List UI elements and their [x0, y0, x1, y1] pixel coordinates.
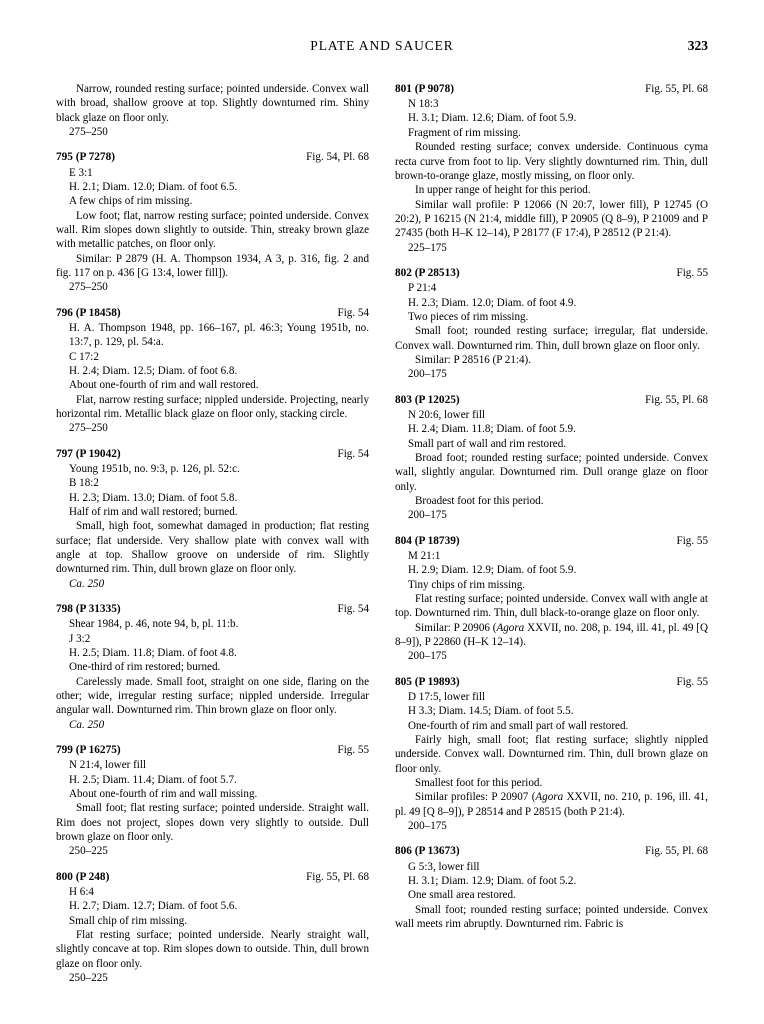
figure-reference: Fig. 55 [337, 744, 369, 757]
entry-line: A few chips of rim missing. [69, 195, 193, 208]
entry-date: 200–175 [408, 650, 447, 663]
entry-paragraph: Rounded resting surface; convex underside. Continuous cyma recta curve from foot to lip. Very slightly downturned rim. Thin, dull brown-to-orange glaze, mostly missing, on floor only. [395, 141, 708, 182]
catalog-number: 797 (P 19042) [56, 447, 121, 460]
entry-line: About one-fourth of rim and wall missing. [69, 788, 258, 800]
entry-date: 200–175 [408, 368, 447, 381]
catalog-entry-804 [395, 534, 708, 664]
catalog-entry-802 [395, 266, 708, 382]
catalog-entry-806 [395, 844, 708, 931]
entry-header [395, 393, 708, 408]
entry-line: C 17:2 [69, 350, 99, 363]
catalog-entry-800 [56, 870, 369, 986]
catalog-entry-803 [395, 393, 708, 523]
entry-date [56, 718, 369, 732]
entry-header [56, 602, 369, 617]
entry-header [395, 82, 708, 97]
entry-line: H. 2.1; Diam. 12.0; Diam. of foot 6.5. [69, 180, 238, 193]
entry-line: N 20:6, lower fill [408, 408, 486, 421]
entry-date: 225–175 [408, 241, 447, 254]
entry-paragraph: Small foot; rounded resting surface; pointed underside. Convex wall meets rim abruptly. Downturned rim. Fabric is [395, 903, 708, 930]
catalog-entry-797 [56, 447, 369, 591]
catalog-entry-796 [56, 306, 369, 436]
entry-line: H. A. Thompson 1948, pp. 166–167, pl. 46:3; Young 1951b, no. 13:7, p. 129, pl. 54:a. [69, 321, 369, 349]
entry-date: 275–250 [69, 422, 108, 435]
entry-paragraph: Flat, narrow resting surface; nippled underside. Projecting, nearly horizontal rim. Metallic black glaze on floor only, stacking circle. [56, 393, 369, 421]
entry-line: Fragment of rim missing. [408, 126, 521, 139]
catalog-entry-801 [395, 82, 708, 255]
entry-header [395, 844, 708, 859]
entry-line: Small part of wall and rim restored. [408, 437, 567, 450]
entry-paragraph: Flat resting surface; pointed underside. Nearly straight wall, slightly concave at top. Rim slopes down to outside. Thin, dull brown glaze on floor only. [56, 929, 369, 970]
entry-line: H. 3.1; Diam. 12.6; Diam. of foot 5.9. [408, 112, 577, 125]
continued-entry [56, 82, 369, 139]
entry-line: Two pieces of rim missing. [408, 310, 529, 323]
entry-header [56, 743, 369, 758]
catalog-number: 800 (P 248) [56, 870, 110, 883]
catalog-number: 804 (P 18739) [395, 534, 460, 547]
entry-date [56, 577, 369, 591]
entry-line: Tiny chips of rim missing. [408, 578, 526, 591]
entry-header [56, 870, 369, 885]
entry-line: One-third of rim restored; burned. [69, 661, 221, 674]
catalog-number: 805 (P 19893) [395, 675, 460, 688]
entry-paragraph: Similar: P 28516 (P 21:4). [415, 354, 531, 366]
entry-paragraph: Broadest foot for this period. [415, 495, 544, 507]
figure-reference: Fig. 55, Pl. 68 [645, 845, 708, 858]
catalog-number: 796 (P 18458) [56, 306, 121, 319]
left-column [56, 82, 369, 985]
entry-line: Half of rim and wall restored; burned. [69, 506, 238, 518]
figure-reference: Fig. 55 [676, 534, 708, 547]
entry-line: About one-fourth of rim and wall restored. [69, 379, 259, 392]
catalog-entry-798 [56, 602, 369, 732]
entry-paragraph: Flat resting surface; pointed underside. Convex wall with angle at top. Downturned rim. Thin, dull black-to-orange glaze on floor only. [395, 592, 708, 620]
figure-reference: Fig. 54, Pl. 68 [306, 151, 369, 164]
entry-line: H. 2.3; Diam. 12.0; Diam. of foot 4.9. [408, 296, 577, 309]
entry-date: 200–175 [408, 820, 447, 833]
entry-line: B 18:2 [69, 477, 99, 490]
entry-line: D 17:5, lower fill [408, 690, 486, 703]
entry-line: H. 2.4; Diam. 11.8; Diam. of foot 5.9. [408, 423, 576, 436]
entry-date: 250–225 [69, 972, 108, 985]
page-header [56, 38, 708, 66]
entry-line: Small chip of rim missing. [69, 914, 188, 927]
entry-line: H 3.3; Diam. 14.5; Diam. of foot 5.5. [408, 705, 574, 718]
right-column [395, 82, 708, 931]
entry-line: H. 2.7; Diam. 12.7; Diam. of foot 5.6. [69, 900, 238, 913]
entry-paragraph: Similar wall profile: P 12066 (N 20:7, lower fill), P 12745 (O 20:2), P 16215 (N 21:4, middle fill), P 20905 (Q 8–9), P 21009 and P 27435 (both H–K 12–14), P 28177 (F 17:4), P 28512 (P 21:4). [395, 198, 708, 240]
entry-paragraph: Small, high foot, somewhat damaged in production; flat resting surface; flat underside. Very shallow plate with convex wall with angle at top. Shallow groove on underside of rim. Slightly downturned rim. Thin, dull brown glaze on floor only. [56, 520, 369, 576]
catalog-number: 806 (P 13673) [395, 845, 460, 858]
entry-paragraph-similar: Similar: P 20906 (Agora XXVII, no. 208, p. 194, ill. 41, pl. 49 [Q 8–9]), P 22860 (H–K 12–14). [395, 621, 708, 648]
entry-header [56, 150, 369, 165]
entry-line: H 6:4 [69, 885, 94, 898]
catalog-number: 802 (P 28513) [395, 267, 460, 280]
entry-header [56, 447, 369, 462]
entry-date: 200–175 [408, 509, 447, 522]
entry-line: M 21:1 [408, 549, 441, 562]
entry-paragraph: Broad foot; rounded resting surface; pointed underside. Convex wall, slightly angular. Downturned rim. Dull orange glaze on floor only. [395, 451, 708, 493]
entry-paragraph: Similar: P 2879 (H. A. Thompson 1934, A 3, p. 316, fig. 2 and fig. 117 on p. 436 [G 13:4, lower fill]). [56, 252, 369, 280]
figure-reference: Fig. 54 [337, 306, 369, 319]
entry-paragraph: Smallest foot for this period. [415, 777, 543, 789]
figure-reference: Fig. 54 [337, 447, 369, 460]
catalog-number: 799 (P 16275) [56, 744, 121, 757]
entry-date-italic: Ca. 250 [69, 718, 105, 731]
catalog-entry-799 [56, 743, 369, 859]
entry-line: One-fourth of rim and small part of wall restored. [408, 719, 629, 732]
figure-reference: Fig. 55 [676, 267, 708, 280]
entry-line: H. 2.5; Diam. 11.8; Diam. of foot 4.8. [69, 647, 237, 659]
entry-line: One small area restored. [408, 889, 516, 902]
entry-line: H. 2.4; Diam. 12.5; Diam. of foot 6.8. [69, 365, 238, 377]
entry-line: E 3:1 [69, 166, 93, 179]
catalog-entry-805 [395, 675, 708, 834]
entry-date: 250–225 [69, 845, 108, 858]
catalog-number: 801 (P 9078) [395, 83, 454, 95]
catalog-number: 803 (P 12025) [395, 393, 460, 406]
entry-line: N 18:3 [408, 98, 439, 111]
entry-line: N 21:4, lower fill [69, 759, 147, 772]
entry-paragraph: Carelessly made. Small foot, straight on one side, flaring on the other; wide, irregular resting surface; nippled underside. Irregular angular wall. Downturned rim. Thin brown glaze on floor only. [56, 675, 369, 717]
page-title: PLATE AND SAUCER [310, 38, 454, 53]
continued-date: 275–250 [69, 126, 108, 139]
figure-reference: Fig. 55, Pl. 68 [645, 83, 708, 95]
entry-paragraph-similar: Similar profiles: P 20907 (Agora XXVII, no. 210, p. 196, ill. 41, pl. 49 [Q 8–9]), P 28514 and P 28515 (both P 21:4). [395, 791, 708, 818]
entry-paragraph: In upper range of height for this period. [415, 184, 591, 197]
entry-line: Young 1951b, no. 9:3, p. 126, pl. 52:c. [69, 462, 240, 475]
entry-line: G 5:3, lower fill [408, 860, 480, 873]
entry-paragraph: Small foot; rounded resting surface; irregular, flat underside. Convex wall. Downturned rim. Thin, dull brown glaze on floor only. [395, 325, 708, 352]
entry-line: H. 2.9; Diam. 12.9; Diam. of foot 5.9. [408, 564, 577, 577]
entry-line: J 3:2 [69, 632, 91, 645]
figure-reference: Fig. 55, Pl. 68 [306, 870, 369, 883]
entry-header [395, 266, 708, 281]
entry-line: H. 2.3; Diam. 13.0; Diam. of foot 5.8. [69, 491, 238, 504]
two-column-body [56, 82, 708, 985]
entry-date-italic: Ca. 250 [69, 577, 105, 590]
figure-reference: Fig. 55 [676, 675, 708, 688]
entry-header [395, 675, 708, 690]
continued-paragraph: Narrow, rounded resting surface; pointed underside. Convex wall with broad, shallow groove at top. Slightly downturned rim. Shiny black glaze on floor only. [56, 83, 369, 124]
figure-reference: Fig. 55, Pl. 68 [645, 393, 708, 406]
entry-date: 275–250 [69, 281, 108, 294]
entry-paragraph: Low foot; flat, narrow resting surface; pointed underside. Convex wall. Rim slopes down slightly to outside. Thin, streaky brown glaze with metallic patches, on floor only. [56, 209, 369, 251]
entry-line: H. 3.1; Diam. 12.9; Diam. of foot 5.2. [408, 874, 577, 887]
catalog-entry-795 [56, 150, 369, 294]
entry-line: H. 2.5; Diam. 11.4; Diam. of foot 5.7. [69, 773, 237, 786]
entry-paragraph: Small foot; flat resting surface; pointed underside. Straight wall. Rim does not project, slopes down very slightly to outside. Dull brown glaze on floor only. [56, 802, 369, 844]
catalog-number: 798 (P 31335) [56, 603, 121, 616]
page-number: 323 [687, 38, 708, 53]
figure-reference: Fig. 54 [337, 603, 369, 616]
catalog-number: 795 (P 7278) [56, 151, 115, 164]
entry-line: P 21:4 [408, 282, 437, 295]
entry-line: Shear 1984, p. 46, note 94, b, pl. 11:b. [69, 618, 239, 631]
entry-header [395, 534, 708, 549]
entry-paragraph: Fairly high, small foot; flat resting surface; slightly nippled underside. Convex wall. Downturned rim. Thin, dull brown glaze on floor only. [395, 733, 708, 775]
entry-header [56, 306, 369, 321]
